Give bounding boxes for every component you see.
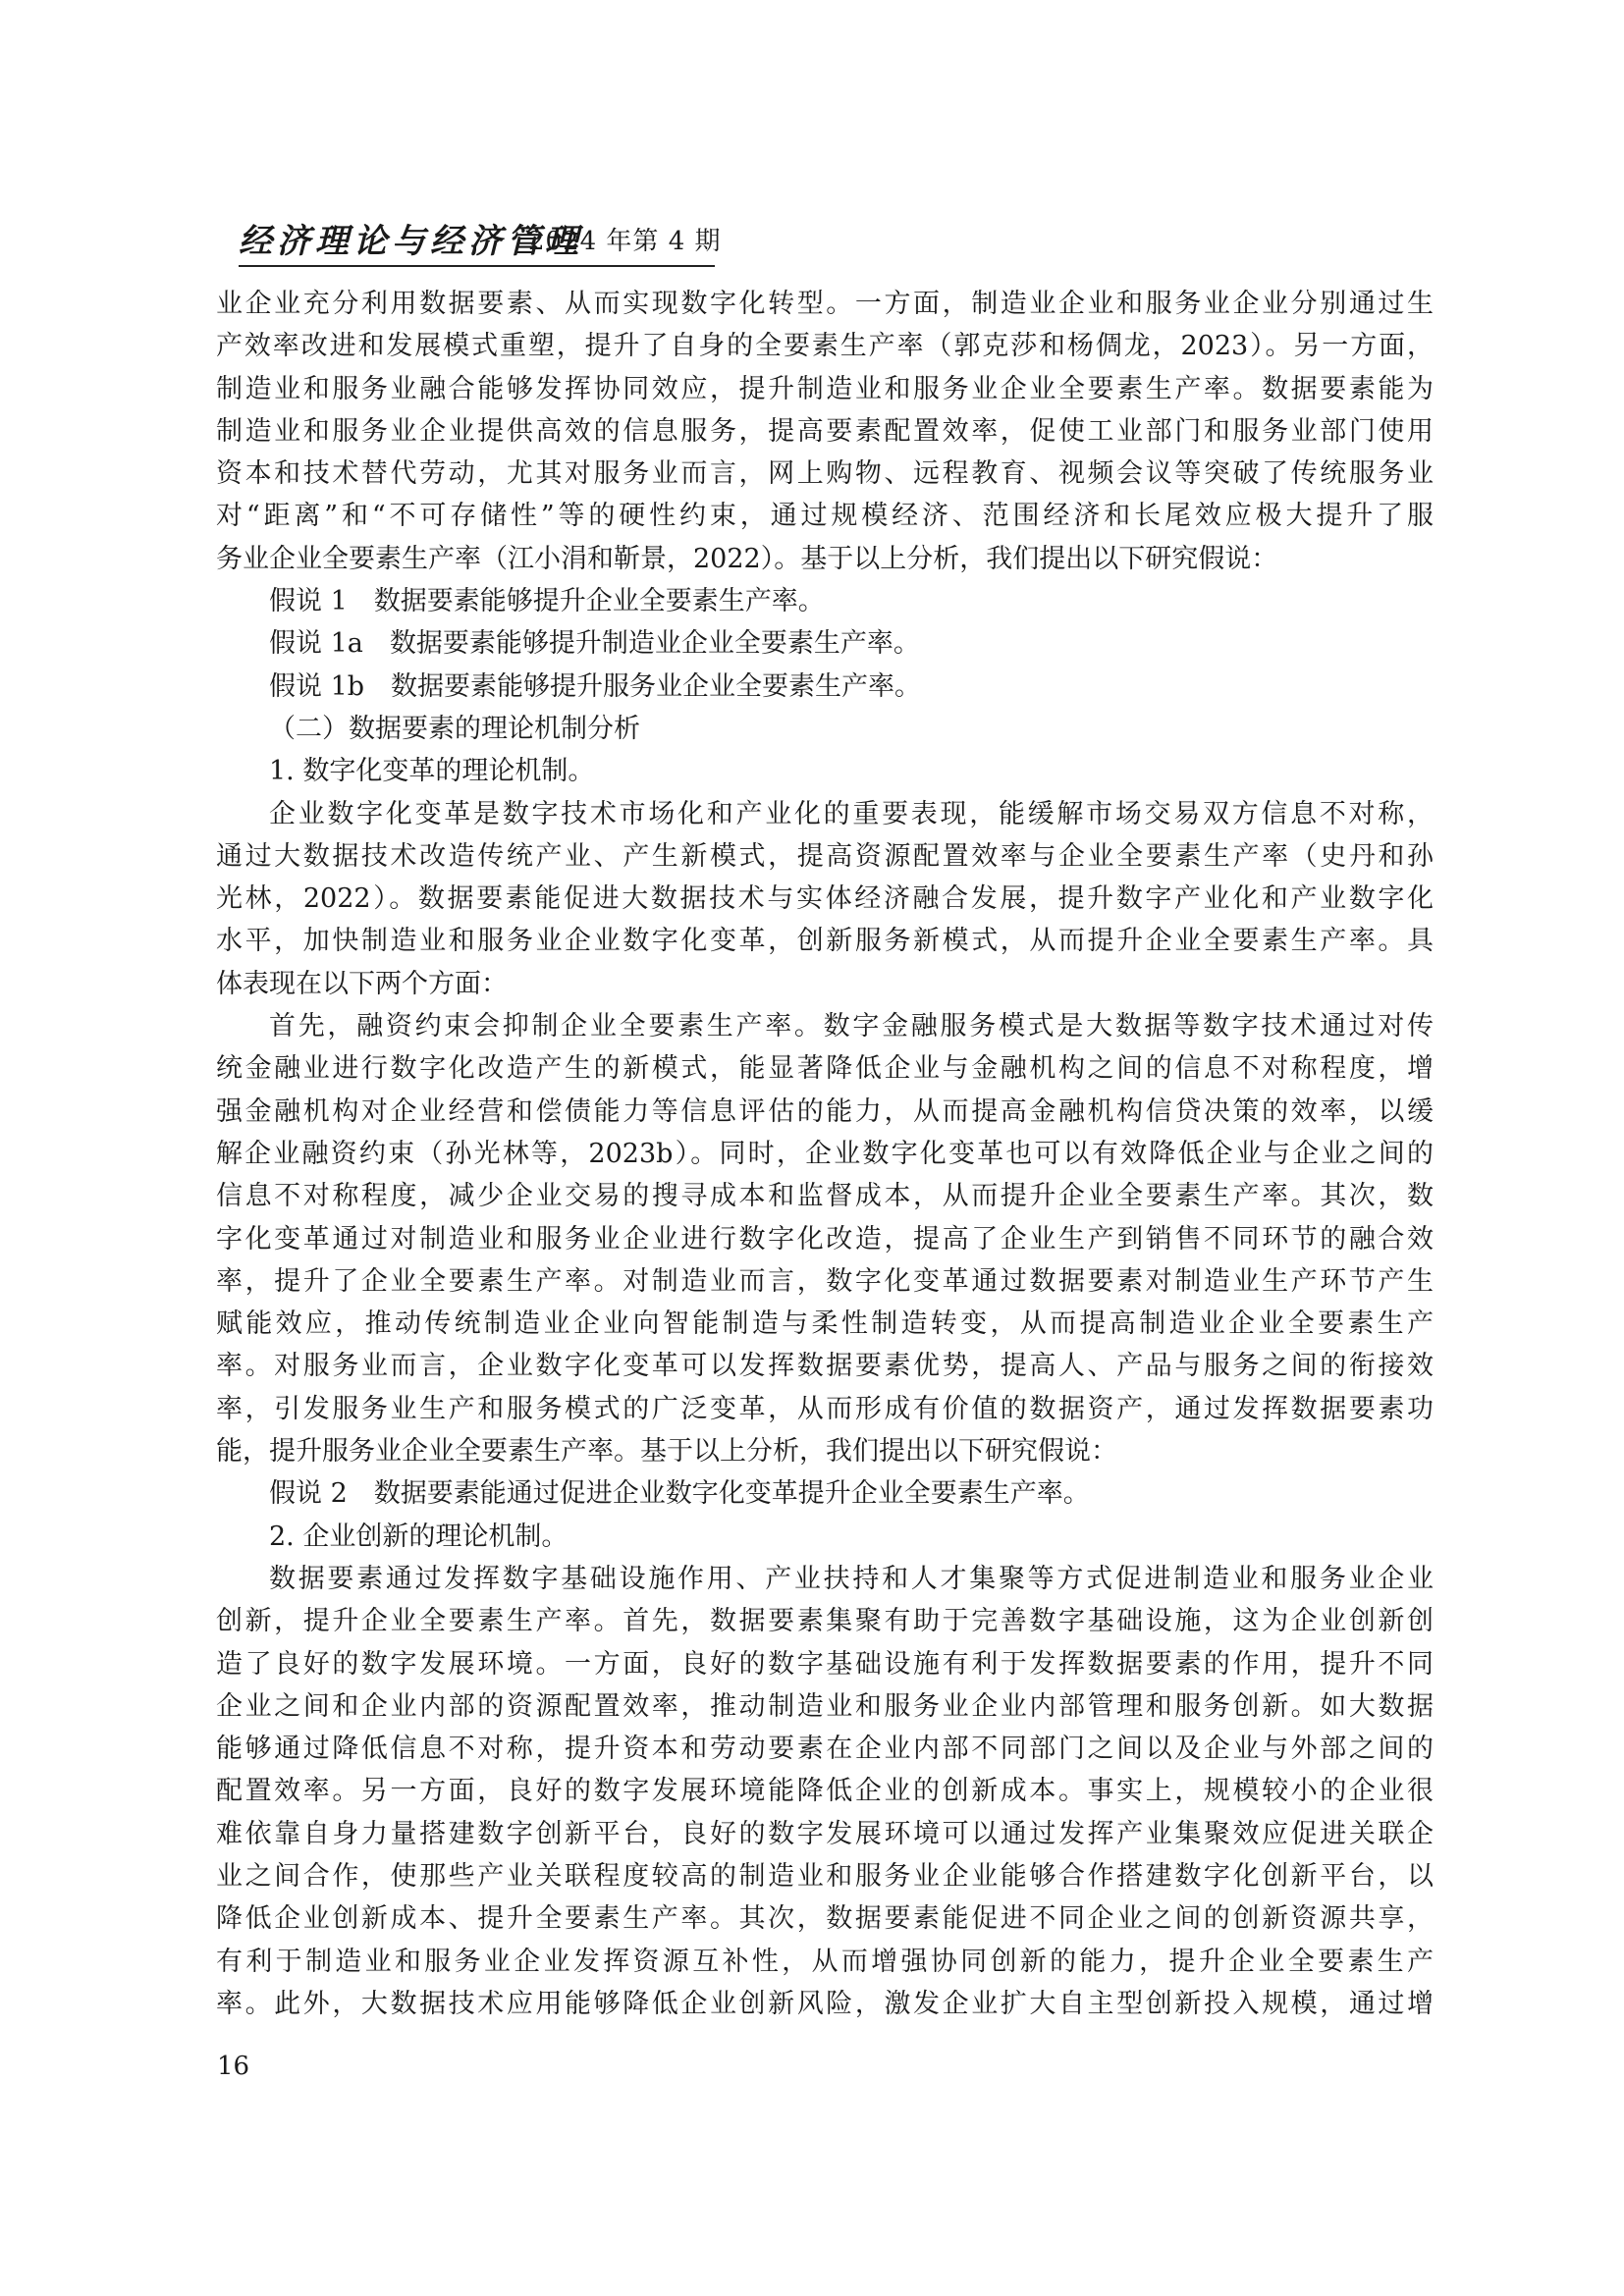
journal-title: 经济理论与经济管理 [239, 222, 583, 261]
text-line: 制造业和服务业融合能够发挥协同效应，提升制造业和服务业企业全要素生产率。数据要素能为 [216, 373, 1434, 404]
text-line: 创新，提升企业全要素生产率。首先，数据要素集聚有助于完善数字基础设施，这为企业创新创 [216, 1606, 1434, 1637]
text-line: 首先，融资约束会抑制企业全要素生产率。数字金融服务模式是大数据等数字技术通过对传 [269, 1011, 1434, 1042]
hypothesis-1a: 假说 1a 数据要素能够提升制造业企业全要素生产率。 [269, 628, 920, 660]
issue-label: 2024 年第 4 期 [528, 227, 722, 256]
text-line: 解企业融资约束（孙光林等，2023b）。同时，企业数字化变革也可以有效降低企业与企业之间的 [216, 1138, 1434, 1169]
text-line: 造了良好的数字发展环境。一方面，良好的数字基础设施有利于发挥数据要素的作用，提升不同 [216, 1648, 1434, 1680]
text-line: 率，提升了企业全要素生产率。对制造业而言，数字化变革通过数据要素对制造业生产环节产生 [216, 1265, 1434, 1297]
hypothesis-1: 假说 1 数据要素能够提升企业全要素生产率。 [269, 586, 825, 617]
subsection-heading: 2. 企业创新的理论机制。 [269, 1521, 568, 1552]
text-line: 制造业和服务业企业提供高效的信息服务，提高要素配置效率，促使工业部门和服务业部门使用 [216, 415, 1434, 447]
text-line: 资本和技术替代劳动，尤其对服务业而言，网上购物、远程教育、视频会议等突破了传统服务业 [216, 458, 1434, 490]
text-line: 赋能效应，推动传统制造业企业向智能制造与柔性制造转变，从而提高制造业企业全要素生产 [216, 1308, 1434, 1340]
page-number: 16 [217, 2052, 250, 2081]
text-line: 信息不对称程度，减少企业交易的搜寻成本和监督成本，从而提升企业全要素生产率。其次，数 [216, 1181, 1434, 1212]
text-line: 难依靠自身力量搭建数字创新平台，良好的数字发展环境可以通过发挥产业集聚效应促进关联企 [216, 1818, 1434, 1849]
text-line: 数据要素通过发挥数字基础设施作用、产业扶持和人才集聚等方式促进制造业和服务业企业 [269, 1563, 1434, 1594]
text-line: 有利于制造业和服务业企业发挥资源互补性，从而增强协同创新的能力，提升企业全要素生产 [216, 1946, 1434, 1977]
text-line: 字化变革通过对制造业和服务业企业进行数字化改造，提高了企业生产到销售不同环节的融合效 [216, 1223, 1434, 1255]
text-line: 业企业充分利用数据要素、从而实现数字化转型。一方面，制造业企业和服务业企业分别通过生 [216, 289, 1434, 319]
text-line: 率。对服务业而言，企业数字化变革可以发挥数据要素优势，提高人、产品与服务之间的衔接效 [216, 1351, 1434, 1382]
subsection-heading: 1. 数字化变革的理论机制。 [269, 756, 595, 787]
text-line: 配置效率。另一方面，良好的数字发展环境能降低企业的创新成本。事实上，规模较小的企业很 [216, 1776, 1434, 1807]
text-line: 对“距离”和“不可存储性”等的硬性约束，通过规模经济、范围经济和长尾效应极大提升了服 [216, 501, 1434, 532]
body-text [216, 283, 1434, 2025]
text-line: 企业之间和企业内部的资源配置效率，推动制造业和服务业企业内部管理和服务创新。如大数据 [216, 1690, 1434, 1722]
section-heading: （二）数据要素的理论机制分析 [269, 713, 640, 744]
text-line: 统金融业进行数字化改造产生的新模式，能显著降低企业与金融机构之间的信息不对称程度，增 [216, 1053, 1434, 1085]
text-line: 业之间合作，使那些产业关联程度较高的制造业和服务业企业能够合作搭建数字化创新平台，以 [216, 1860, 1434, 1892]
text-line: 水平，加快制造业和服务业企业数字化变革，创新服务新模式，从而提升企业全要素生产率。具 [216, 926, 1434, 957]
hypothesis-1b: 假说 1b 数据要素能够提升服务业企业全要素生产率。 [269, 670, 922, 702]
text-line: 通过大数据技术改造传统产业、产生新模式，提高资源配置效率与企业全要素生产率（史丹和孙 [216, 840, 1434, 872]
text-line: 光林，2022）。数据要素能促进大数据技术与实体经济融合发展，提升数字产业化和产业数字化 [216, 883, 1434, 915]
text-line: 强金融机构对企业经营和偿债能力等信息评估的能力，从而提高金融机构信贷决策的效率，以缓 [216, 1095, 1434, 1127]
text-line: 能够通过降低信息不对称，提升资本和劳动要素在企业内部不同部门之间以及企业与外部之间的 [216, 1734, 1434, 1765]
running-header [239, 218, 722, 267]
text-line: 企业数字化变革是数字技术市场化和产业化的重要表现，能缓解市场交易双方信息不对称， [269, 798, 1434, 829]
text-line: 率。此外，大数据技术应用能够降低企业创新风险，激发企业扩大自主型创新投入规模，通过增 [216, 1988, 1434, 2019]
text-line: 能，提升服务业企业全要素生产率。基于以上分析，我们提出以下研究假说： [216, 1436, 1117, 1468]
text-line: 率，引发服务业生产和服务模式的广泛变革，从而形成有价值的数据资产，通过发挥数据要素功 [216, 1393, 1434, 1424]
text-line: 体表现在以下两个方面： [216, 968, 508, 999]
text-line: 降低企业创新成本、提升全要素生产率。其次，数据要素能促进不同企业之间的创新资源共享， [216, 1903, 1434, 1935]
hypothesis-2: 假说 2 数据要素能通过促进企业数字化变革提升企业全要素生产率。 [269, 1478, 1090, 1510]
text-line: 产效率改进和发展模式重塑，提升了自身的全要素生产率（郭克莎和杨倜龙，2023）。另一方面， [216, 331, 1434, 362]
text-line: 务业企业全要素生产率（江小涓和靳景，2022）。基于以上分析，我们提出以下研究假说： [216, 543, 1278, 574]
